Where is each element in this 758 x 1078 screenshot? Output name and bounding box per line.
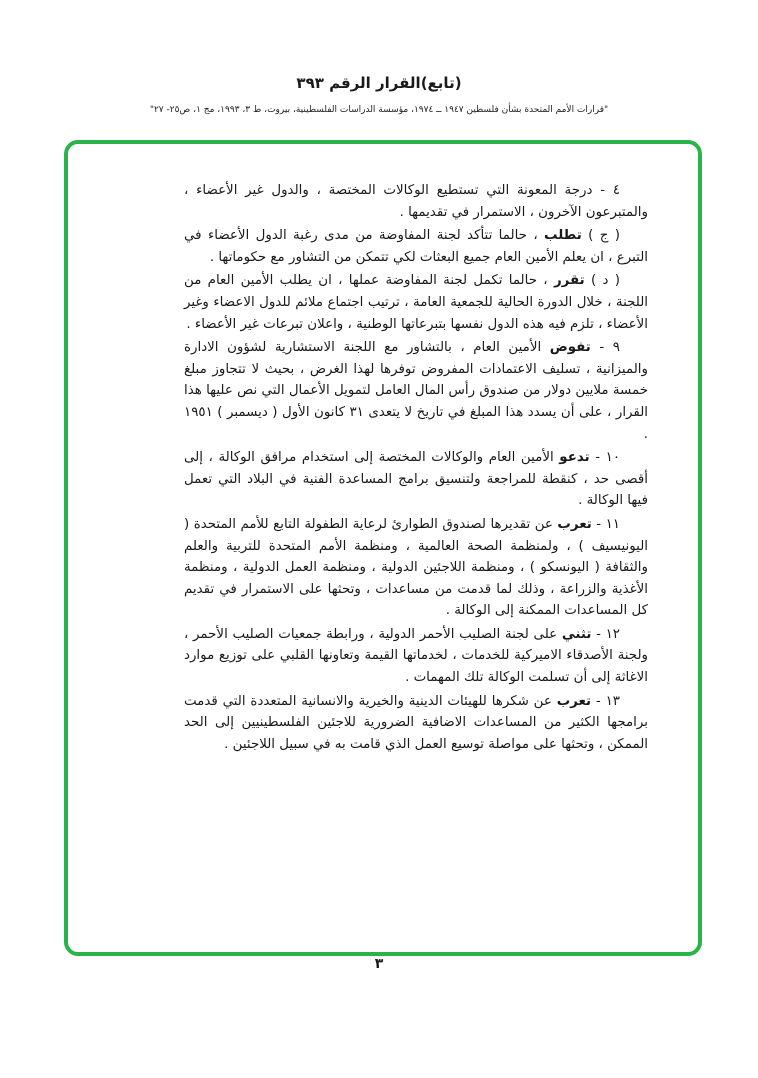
paragraph-number: ١٢ - xyxy=(596,626,620,642)
paragraph-number: ١٠ - xyxy=(595,450,621,466)
paragraph-body: الأمين العام والوكالات المختصة إلى استخدام مرافق الوكالة ، إلى أقصى حد ، كنقطة للمراجعة ولتنسيق برامج المساعدة الفنية في البلاد التي تعمل فيها الوكالة . xyxy=(184,450,648,509)
paragraph-number: ١١ - xyxy=(596,516,620,532)
resolution-paragraph xyxy=(184,624,648,689)
resolution-paragraph xyxy=(184,180,648,223)
paragraph-body: ، حالما تتأكد لجنة المفاوضة من مدى رغبة الدول الأعضاء في التبرع ، ان يعلم الأمين العام جميع البعثات لكي تتمكن من التشاور مع حكوماتها . xyxy=(184,228,648,265)
citation-line: "قرارات الأمم المتحدة بشأن فلسطين ١٩٤٧ ــ ١٩٧٤، مؤسسة الدراسات الفلسطينية، بيروت، ط ٣، ١٩٩٣، مج ١، ص٢٥- ٢٧" xyxy=(149,105,609,115)
paragraph-body: ، حالما تكمل لجنة المفاوضة عملها ، ان يطلب الأمين العام من اللجنة ، خلال الدورة الحالية للجمعية العامة ، ترتيب اجتماع ملائم للدول الاعضاء وغير الأعضاء ، تلزم فيه هذه الدول نفسها بتبرعاتها الوطنية ، واعلان تبرعات غير الأعضاء . xyxy=(184,273,648,332)
resolution-paragraph xyxy=(184,225,648,268)
paragraph-body: عن تقديرها لصندوق الطوارئ لرعاية الطفولة التابع للأمم المتحدة ( اليونيسيف ) ، ولمنظمة الصحة العالمية ، ومنظمة الأمم المتحدة للتربية والعلم والثقافة ( اليونسكو ) ، ومنظمة اللاجئين الدولية ، ومنظمة العمل الدولية ، ومنظمة الأغذية والزراعة ، وذلك لما قدمت من مساعدات ، وتحثها على الاستمرار في تقديم كل المساعدات الممكنة إلى الوكالة . xyxy=(184,516,648,619)
paragraph-keyword: تدعو xyxy=(559,450,590,466)
paragraph-keyword: تقرر xyxy=(553,273,585,289)
paragraph-body: الأمين العام ، بالتشاور مع اللجنة الاستشارية لشؤون الادارة والميزانية ، تسليف الاعتمادات المفروض توفرها لهذا الغرض ، بحيث لا تتجاوز مبلغ خمسة ملايين دولار من صندوق رأس المال العامل لتمويل الأعمال التي نص عليها هذا القرار ، على أن يسدد هذا المبلغ في تاريخ لا يتعدى ٣١ كانون الأول ( ديسمبر ) ١٩٥١ . xyxy=(184,340,648,442)
resolution-paragraph xyxy=(184,514,648,622)
resolution-paragraph xyxy=(184,447,648,512)
page-number: ٣ xyxy=(374,956,384,972)
resolution-text xyxy=(184,180,648,755)
resolution-paragraph xyxy=(184,691,648,756)
document-title: (تابع)القرار الرقم ٣٩٣ xyxy=(296,74,462,92)
paragraph-number: ١٣ - xyxy=(595,693,620,709)
paragraph-number: ( ج ) xyxy=(588,228,620,244)
content-border-box xyxy=(64,140,702,956)
paragraph-keyword: تفوض xyxy=(549,340,591,356)
paragraph-keyword: تطلب xyxy=(544,228,582,244)
paragraph-keyword: تعرب xyxy=(557,516,592,532)
paragraph-keyword: تثني xyxy=(561,626,592,642)
paragraph-keyword: تعرب xyxy=(556,693,592,709)
resolution-paragraph xyxy=(184,337,648,445)
paragraph-body: على لجنة الصليب الأحمر الدولية ، ورابطة جمعيات الصليب الأحمر ، ولجنة الأصدقاء الاميركية للخدمات ، لخدماتها القيمة وتعاونها القلبي على توزيع موارد الاغاثة إلى أن تسلمت الوكالة تلك المهمات . xyxy=(184,626,648,686)
paragraph-number: ( د ) xyxy=(590,273,620,289)
resolution-paragraph xyxy=(184,270,648,335)
paragraph-number: ٩ - xyxy=(599,340,620,356)
paragraph-body: درجة المعونة التي تستطيع الوكالات المختصة ، والدول غير الأعضاء ، والمتبرعون الآخرون ، الاستمرار في تقديمها . xyxy=(184,183,648,220)
paragraph-number: ٤ - xyxy=(600,183,621,198)
paragraph-body: عن شكرها للهيئات الدينية والخيرية والانسانية المتعددة التي قدمت برامجها الكثير من المساعدات الاضافية الضرورية للاجئين الفلسطينيين إلى الحد الممكن ، وتحثها على مواصلة توسيع العمل الذي قامت به في سبيل اللاجئين . xyxy=(184,693,648,752)
